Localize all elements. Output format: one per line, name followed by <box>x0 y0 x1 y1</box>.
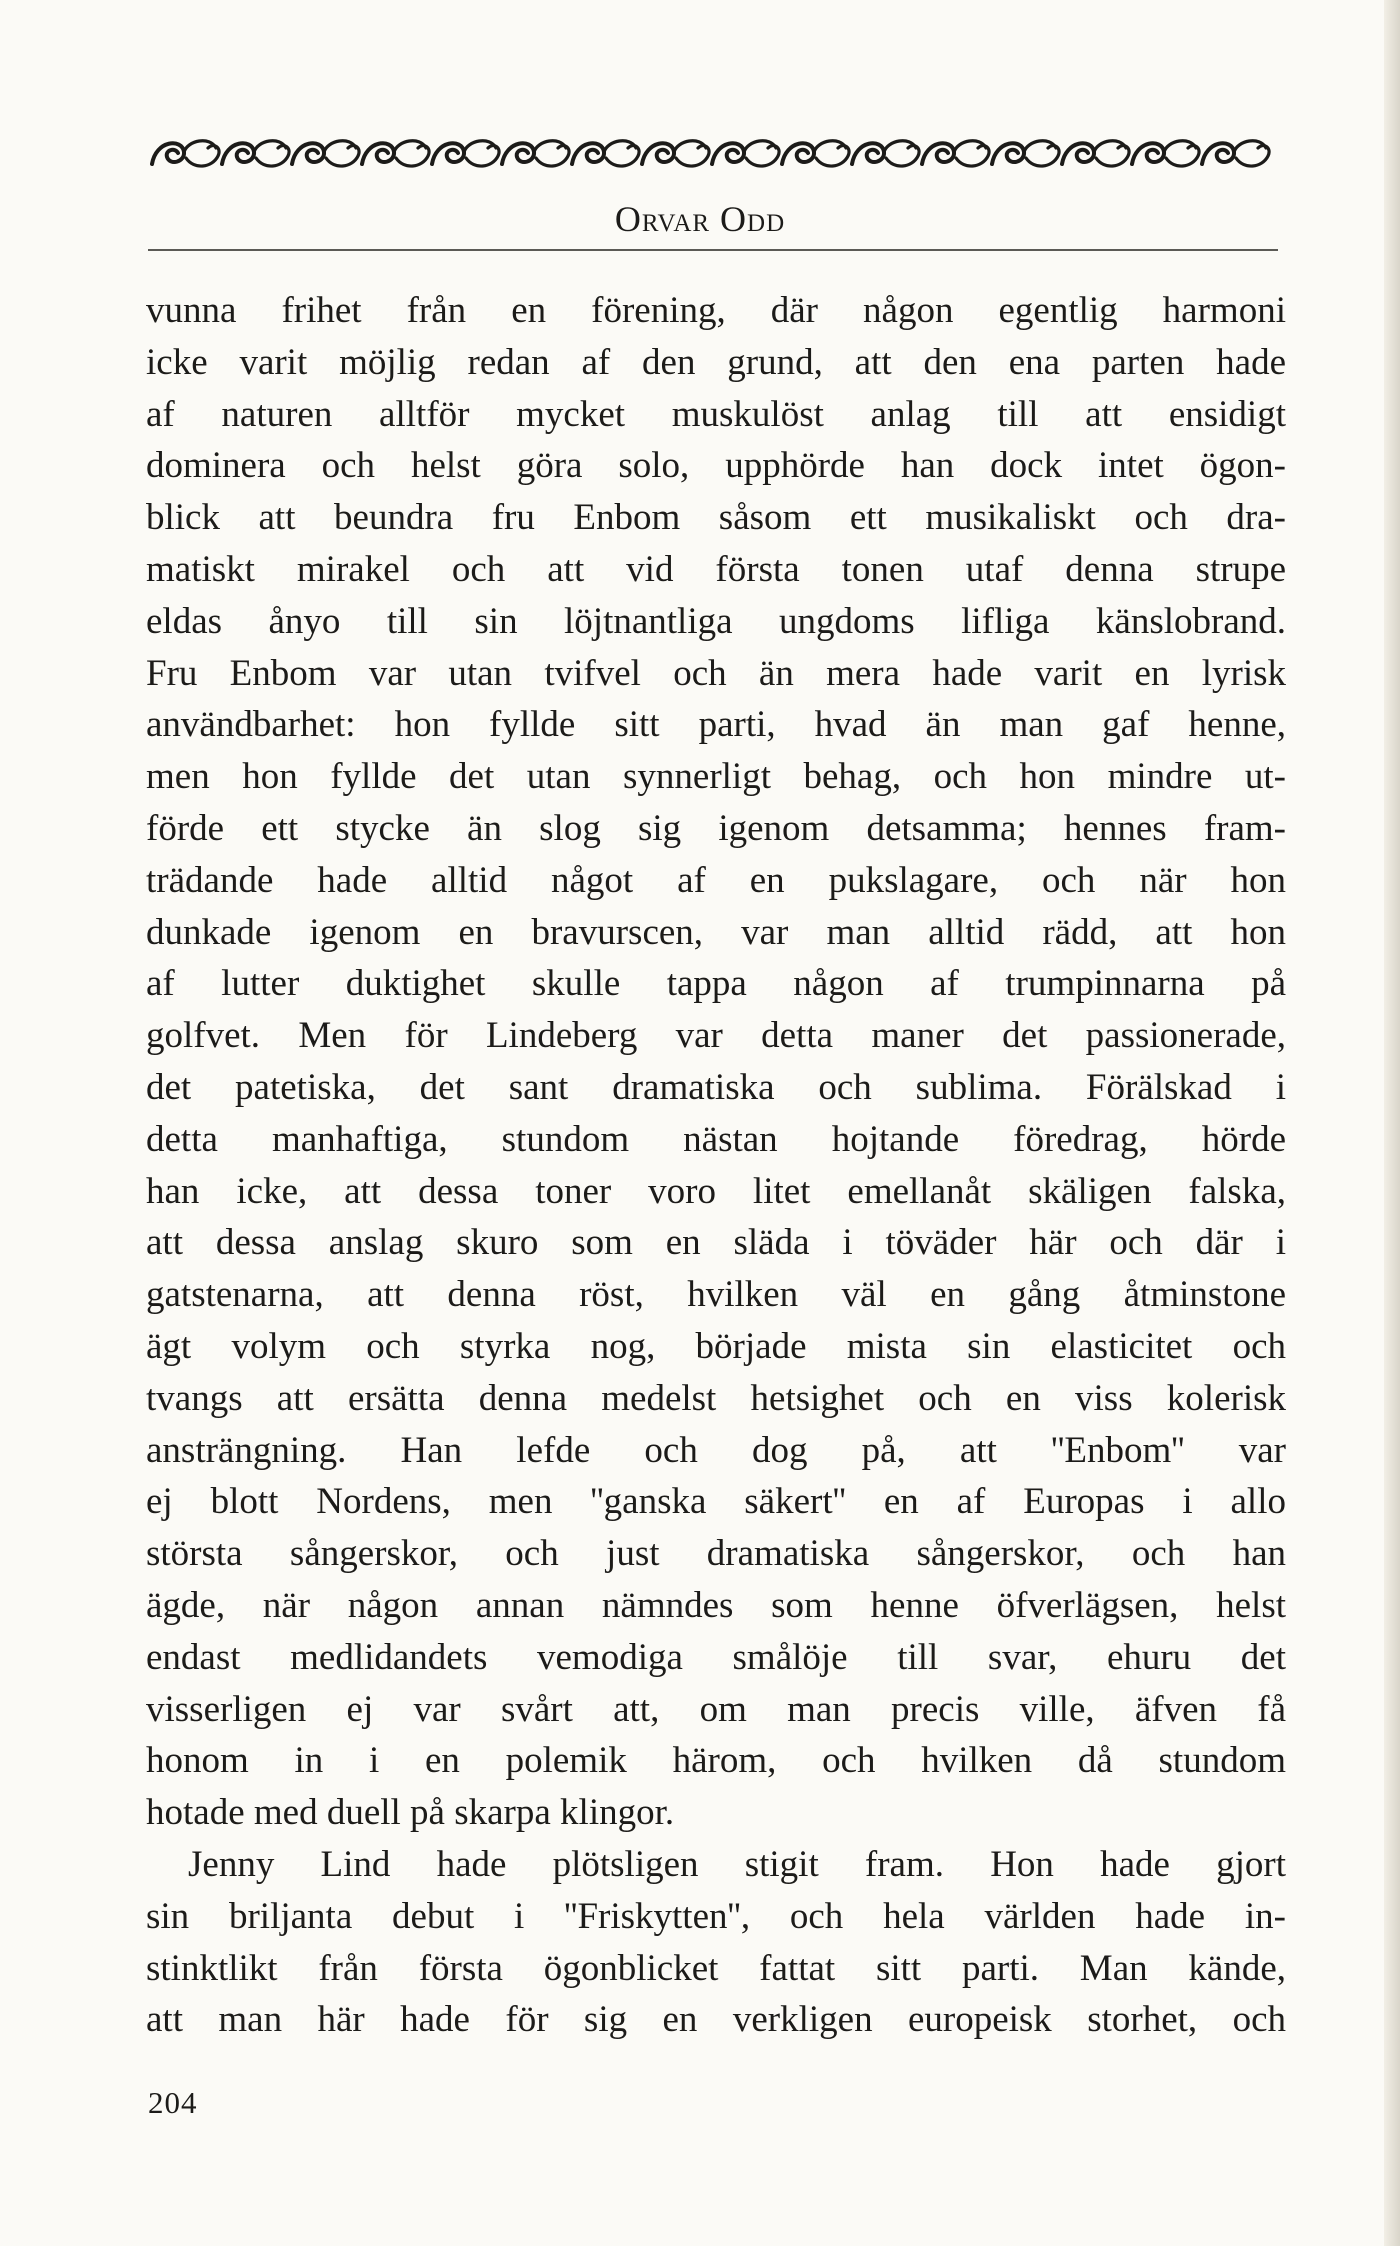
text-line: detta manhaftiga, stundom nästan hojtande föredrag, hörde <box>146 1118 1286 1160</box>
text-line: eldas ånyo till sin löjtnantliga ungdoms lifliga känslobrand. <box>146 600 1286 642</box>
text-line: ägt volym och styrka nog, började mista sin elasticitet och <box>146 1325 1286 1367</box>
text-line: han icke, att dessa toner voro litet emellanåt skäligen falska, <box>146 1170 1286 1212</box>
text-line: blick att beundra fru Enbom såsom ett musikaliskt och dra- <box>146 497 1286 539</box>
page-edge <box>1384 0 1400 2246</box>
text-line: dominera och helst göra solo, upphörde han dock intet ögon- <box>146 445 1286 487</box>
text-line: att man här hade för sig en verkligen europeisk storhet, och <box>146 1999 1286 2041</box>
text-line: Fru Enbom var utan tvifvel och än mera hade varit en lyrisk <box>146 652 1286 694</box>
text-line: förde ett stycke än slog sig igenom detsamma; hennes fram- <box>146 807 1286 849</box>
text-line: icke varit möjlig redan af den grund, att den ena parten hade <box>146 341 1286 383</box>
text-line: tvangs att ersätta denna medelst hetsighet och en viss kolerisk <box>146 1377 1286 1419</box>
text-line: att dessa anslag skuro som en släda i töväder här och där i <box>146 1222 1286 1264</box>
text-line: ägde, när någon annan nämndes som henne öfverlägsen, helst <box>146 1584 1286 1626</box>
text-line: ansträngning. Han lefde och dog på, att ''Enbom'' var <box>146 1429 1286 1471</box>
text-line: af naturen alltför mycket muskulöst anlag till att ensidigt <box>146 393 1286 435</box>
text-line: gatstenarna, att denna röst, hvilken väl en gång åtminstone <box>146 1274 1286 1316</box>
page-number: 204 <box>148 2085 198 2120</box>
text-line: Jenny Lind hade plötsligen stigit fram. Hon hade gjort <box>188 1843 1286 1885</box>
text-line: ej blott Nordens, men ''ganska säkert'' en af Europas i allo <box>146 1481 1286 1523</box>
text-line: det patetiska, det sant dramatiska och sublima. Förälskad i <box>146 1066 1286 1108</box>
text-line: af lutter duktighet skulle tappa någon af trumpinnarna på <box>146 963 1286 1005</box>
text-line: men hon fyllde det utan synnerligt behag, och hon mindre ut- <box>146 756 1286 798</box>
body-text <box>146 285 1286 2046</box>
text-line: visserligen ej var svårt att, om man precis ville, äfven få <box>146 1688 1286 1730</box>
text-line: honom in i en polemik härom, och hvilken då stundom <box>146 1740 1286 1782</box>
text-line: stinktlikt från första ögonblicket fattat sitt parti. Man kände, <box>146 1947 1286 1989</box>
text-line: vunna frihet från en förening, där någon egentlig harmoni <box>146 290 1286 331</box>
text-line: sin briljanta debut i ''Friskytten'', och hela världen hade in- <box>146 1895 1286 1937</box>
running-head: Orvar Odd <box>614 199 786 239</box>
text-line: trädande hade alltid något af en pukslagare, och när hon <box>146 859 1286 901</box>
header-rule <box>148 249 1278 251</box>
text-line: golfvet. Men för Lindeberg var detta maner det passionerade, <box>146 1015 1286 1057</box>
text-line: hotade med duell på skarpa klingor. <box>146 1792 675 1834</box>
ornamental-border <box>148 132 1278 174</box>
text-line: användbarhet: hon fyllde sitt parti, hvad än man gaf henne, <box>146 704 1286 746</box>
text-line: största sångerskor, och just dramatiska sångerskor, och han <box>146 1533 1286 1575</box>
text-line: matiskt mirakel och att vid första tonen utaf denna strupe <box>146 548 1286 590</box>
text-line: dunkade igenom en bravurscen, var man alltid rädd, att hon <box>146 911 1286 953</box>
text-line: endast medlidandets vemodiga smålöje till svar, ehuru det <box>146 1636 1286 1678</box>
